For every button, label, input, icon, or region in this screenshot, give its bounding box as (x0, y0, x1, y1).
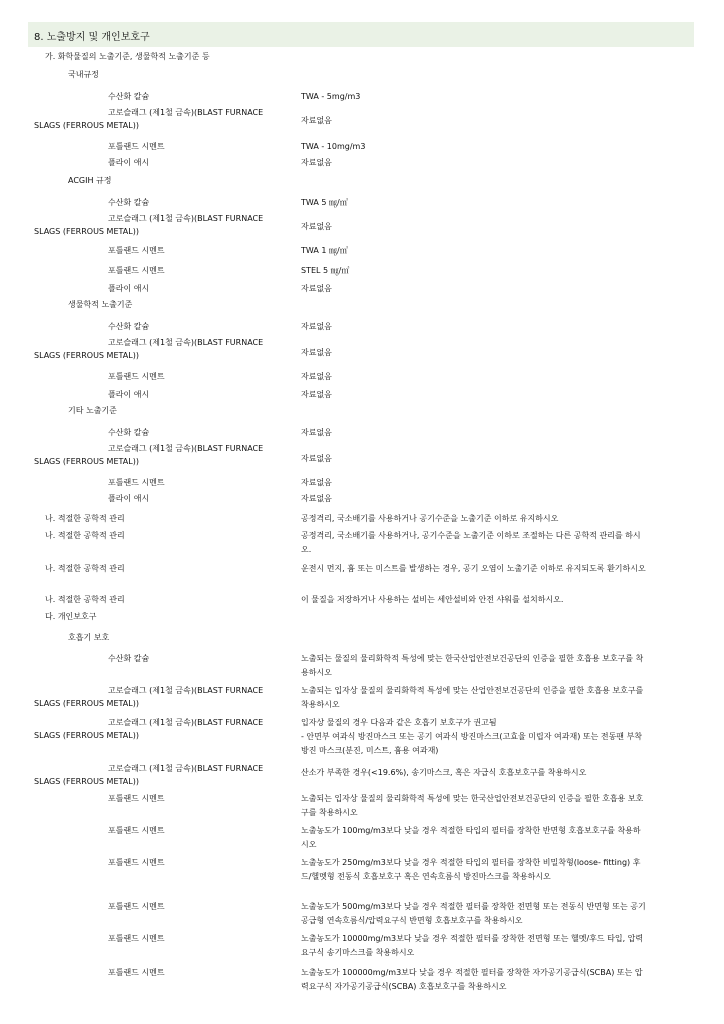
row-label: 포틀랜드 시멘트 (108, 968, 165, 977)
row-value: TWA 5 ㎎/㎥ (301, 198, 348, 207)
row-label: 포틀랜드 시멘트 (108, 266, 165, 275)
row-value: STEL 5 ㎎/㎥ (301, 266, 350, 275)
section-title: 8. 노출방지 및 개인보호구 (34, 32, 150, 43)
row-value: 노출되는 물질의 물리화학적 특성에 맞는 한국산업안전보건공단의 인증을 필한 호흡용 보호구를 착용하시오 (301, 654, 644, 677)
row-label: 고로슬래그 (제1철 금속)(BLAST FURNACE (108, 338, 264, 347)
subheading: ACGIH 규정 (68, 176, 112, 185)
row-label: 고로슬래그 (제1철 금속)(BLAST FURNACE (108, 214, 264, 223)
row-value: 자료없음 (301, 116, 332, 125)
row-value: 노출농도가 100mg/m3보다 낮을 경우 적절한 타입의 필터를 장착한 반면형 호흡보호구를 착용하시오 (301, 826, 641, 849)
row-value: 자료없음 (301, 494, 332, 503)
row-value: 자료없음 (301, 428, 332, 437)
row-label-continued: SLAGS (FERROUS METAL)) (34, 351, 139, 360)
row-value: 노출농도가 100000mg/m3보다 낮을 경우 적절한 필터를 장착한 자가공기공급식(SCBA) 또는 압력요구식 자가공기공급식(SCBA) 호흡보호구를 착용하시오 (301, 968, 643, 991)
subheading: 생물학적 노출기준 (68, 300, 133, 309)
row-label: 포틀랜드 시멘트 (108, 794, 165, 803)
row-value: 자료없음 (301, 222, 332, 231)
row-label: 수산화 칼슘 (108, 322, 150, 331)
row-value: 자료없음 (301, 348, 332, 357)
row-label: 나. 적절한 공학적 관리 (45, 595, 125, 604)
row-label: 플라이 애시 (108, 390, 150, 399)
row-label: 수산화 칼슘 (108, 428, 150, 437)
row-label: 포틀랜드 시멘트 (108, 372, 165, 381)
row-label: 플라이 애시 (108, 158, 150, 167)
row-label: 고로슬래그 (제1철 금속)(BLAST FURNACE (108, 444, 264, 453)
row-label: 나. 적절한 공학적 관리 (45, 514, 125, 523)
row-value: 노출되는 입자상 물질의 물리화학적 특성에 맞는 한국산업안전보건공단의 인증을 필한 호흡용 보호구를 착용하시오 (301, 794, 644, 817)
subheading: 가. 화학물질의 노출기준, 생물학적 노출기준 등 (45, 52, 210, 61)
row-value: 공정격리, 국소배기를 사용하거나 공기수준을 노출기준 이하로 유지하시오 (301, 514, 559, 523)
row-label-continued: SLAGS (FERROUS METAL)) (34, 457, 139, 466)
subheading: 기타 노출기준 (68, 406, 117, 415)
row-label: 포틀랜드 시멘트 (108, 858, 165, 867)
subheading: 다. 개인보호구 (45, 612, 97, 621)
row-label: 포틀랜드 시멘트 (108, 246, 165, 255)
row-value: 자료없음 (301, 284, 332, 293)
row-label: 플라이 애시 (108, 494, 150, 503)
row-value: 자료없음 (301, 158, 332, 167)
row-value: 노출농도가 10000mg/m3보다 낮을 경우 적절한 필터를 장착한 전면형 또는 헬멧/후드 타입, 압력요구식 송기마스크를 착용하시오 (301, 934, 644, 957)
row-value: 자료없음 (301, 454, 332, 463)
row-value: 자료없음 (301, 322, 332, 331)
row-value: 자료없음 (301, 372, 332, 381)
row-value: 운전시 먼지, 흄 또는 미스트를 발생하는 경우, 공기 오염이 노출기준 이하로 유지되도록 환기하시오 (301, 564, 646, 573)
row-value: TWA 1 ㎎/㎥ (301, 246, 348, 255)
row-value: TWA - 5mg/m3 (301, 92, 361, 101)
row-label: 포틀랜드 시멘트 (108, 934, 165, 943)
row-label: 포틀랜드 시멘트 (108, 902, 165, 911)
row-value: 자료없음 (301, 390, 332, 399)
row-value: 노출되는 입자상 물질의 물리화학적 특성에 맞는 산업안전보건공단의 인증을 필한 호흡용 보호구를 착용하시오 (301, 686, 644, 709)
row-value: TWA - 10mg/m3 (301, 142, 366, 151)
row-label: 고로슬래그 (제1철 금속)(BLAST FURNACE (108, 718, 264, 727)
row-label-continued: SLAGS (FERROUS METAL)) (34, 777, 139, 786)
row-label: 수산화 칼슘 (108, 92, 150, 101)
row-label: 고로슬래그 (제1철 금속)(BLAST FURNACE (108, 764, 264, 773)
row-value: 이 물질을 저장하거나 사용하는 설비는 세안설비와 안전 샤워를 설치하시오. (301, 595, 564, 604)
row-label: 고로슬래그 (제1철 금속)(BLAST FURNACE (108, 686, 264, 695)
row-value: 자료없음 (301, 478, 332, 487)
row-label-continued: SLAGS (FERROUS METAL)) (34, 227, 139, 236)
subheading: 국내규정 (68, 70, 99, 79)
row-value: 입자상 물질의 경우 다음과 같은 호흡기 보호구가 권고됨 - 안면부 여과식 방진마스크 또는 공기 여과식 방진마스크(고효율 미립자 여과재) 또는 전동팬 부착방진 마스크(분진, 미스트, 흄용 여과재) (301, 718, 643, 755)
row-value: 산소가 부족한 경우(<19.6%), 송기마스크, 혹은 자급식 호흡보호구를 착용하시오 (301, 768, 587, 777)
row-value: 노출농도가 250mg/m3보다 낮을 경우 적절한 타입의 필터를 장착한 비밀착형(loose- fitting) 후드/헬멧형 전동식 호흡보호구 혹은 연속흐름식 방진마스크를 착용하시오 (301, 858, 641, 881)
subheading: 호흡기 보호 (68, 633, 110, 642)
row-label: 수산화 칼슘 (108, 198, 150, 207)
row-label: 포틀랜드 시멘트 (108, 142, 165, 151)
row-label: 수산화 칼슘 (108, 654, 150, 663)
row-label: 포틀랜드 시멘트 (108, 478, 165, 487)
row-label: 포틀랜드 시멘트 (108, 826, 165, 835)
row-value: 공정격리, 국소배기를 사용하거나, 공기수준을 노출기준 이하로 조절하는 다른 공학적 관리를 하시오. (301, 531, 641, 554)
row-label-continued: SLAGS (FERROUS METAL)) (34, 699, 139, 708)
row-label: 플라이 애시 (108, 284, 150, 293)
row-label: 고로슬래그 (제1철 금속)(BLAST FURNACE (108, 108, 264, 117)
row-label-continued: SLAGS (FERROUS METAL)) (34, 731, 139, 740)
section-header (28, 22, 694, 47)
row-label-continued: SLAGS (FERROUS METAL)) (34, 121, 139, 130)
row-label: 나. 적절한 공학적 관리 (45, 531, 125, 540)
row-label: 나. 적절한 공학적 관리 (45, 564, 125, 573)
row-value: 노출농도가 500mg/m3보다 낮을 경우 적절한 필터를 장착한 전면형 또는 전동식 반면형 또는 공기 공급형 연속흐름식/압력요구식 반면형 호흡보호구를 착용하시오 (301, 902, 646, 925)
